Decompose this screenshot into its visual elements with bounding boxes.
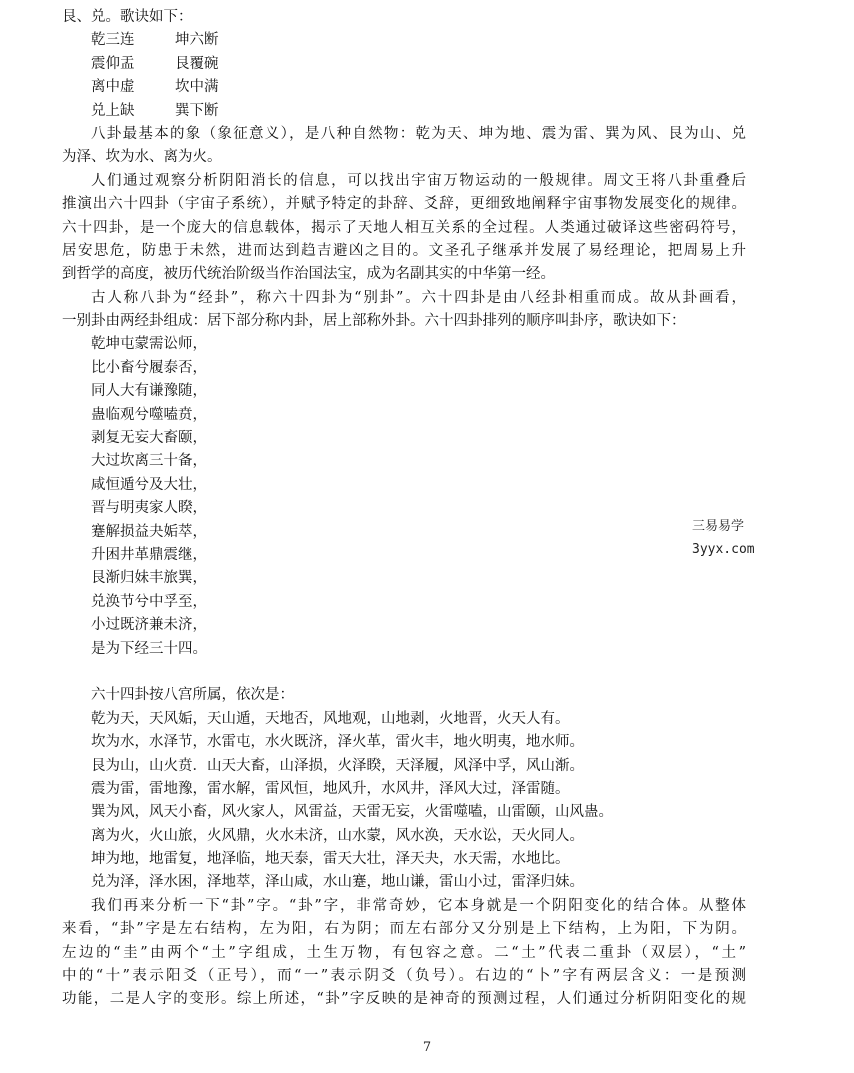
palace-row: 离为火，火山旅，火风鼎，火水未济，山水蒙，风水涣，天水讼，天火同人。 [91, 827, 584, 844]
verse-line: 蹇解损益夬姤萃， [91, 523, 207, 540]
palace-row: 兑为泽，泽水困，泽地萃，泽山咸，水山蹇，地山谦，雷山小过，雷泽归妹。 [91, 874, 584, 891]
paragraph-gua-character: 我们再来分析一下“卦”字。“卦”字，非常奇妙，它本身就是一个阴阳变化的结合体。从整体 来看，“卦”字是左右结构，左为阳，右为阴；而左右部分又分别是上下结构，上为阳，下为阴。 左边的“圭”由两个“土”字组成，土生万物，有包容之意。二“土”代表二重卦（双层），“土” 中的“十”表示阳爻（正号），而“一”表示阴爻（负号）。右边的“卜”字有两层含义：一是预测 功能，二是人字的变形。综上所述，“卦”字反映的是神奇的预测过程，人们通过分析阴阳变化的规 [62, 897, 746, 1008]
verse-line: 咸恒遁兮及大壮， [91, 476, 207, 493]
mnemonic-row: 乾三连 坤六断 [91, 32, 219, 49]
mnemonic-row: 离中虚 坎中满 [91, 79, 219, 96]
palace-row: 艮为山，山火贲．山天大畜，山泽损，火泽睽，天泽履，风泽中孚，风山渐。 [91, 757, 584, 774]
verse-line: 晋与明夷家人睽， [91, 500, 207, 517]
hexagram-verse [62, 333, 746, 660]
paragraph-observe: 人们通过观察分析阴阳消长的信息，可以找出宇宙万物运动的一般规律。周文王将八卦重叠后 推演出六十四卦（宇宙子系统），并赋予特定的卦辞、爻辞，更细致地阐释宇宙事物发展变化的规律。 六十四卦，是一个庞大的信息载体，揭示了天地人相互关系的全过程。人类通过破译这些密码符号， 居安思危，防患于未然，进而达到趋吉避凶之目的。文圣孔子继承并发展了易经理论，把周易上升 到哲学的高度，被历代统治阶级当作治国法宝，成为名副其实的中华第一经。 [62, 172, 746, 283]
verse-line: 剥复无妄大畜颐， [91, 430, 207, 447]
verse-line: 升困井革鼎震继， [91, 546, 207, 563]
verse-line: 艮渐归妹丰旅巽， [91, 570, 207, 587]
paragraph-bagua: 八卦最基本的象（象征意义），是八种自然物：乾为天、坤为地、震为雷、巽为风、艮为山、兑 为泽、坎为水、离为火。 [62, 125, 746, 166]
palace-row: 坤为地，地雷复，地泽临，地天泰，雷天大壮，泽天夬，水天需，水地比。 [91, 851, 570, 868]
palace-row: 巽为风，风天小畜，风火家人，风雷益，天雷无妄，火雷噬嗑，山雷颐，山风蛊。 [91, 804, 613, 821]
verse-line: 乾坤屯蒙需讼师， [91, 336, 207, 353]
page-number: 7 [422, 1040, 432, 1055]
verse-line: 比小畜兮履泰否， [91, 359, 207, 376]
palace-row: 震为雷，雷地豫，雷水解，雷风恒，地风升，水风井，泽风大过，泽雷随。 [91, 780, 570, 797]
verse-line: 蛊临观兮噬嗑贲， [91, 406, 207, 423]
palace-row: 乾为天，天风姤，天山遁，天地否，风地观，山地剥，火地晋，火天人有。 [91, 710, 570, 727]
verse-line: 是为下经三十四。 [91, 640, 207, 657]
verse-line: 小过既济兼未济， [91, 617, 207, 634]
mnemonic-row: 震仰盂 艮覆碗 [91, 55, 219, 72]
paragraph-ancient: 古人称八卦为“经卦”，称六十四卦为“别卦”。六十四卦是由八经卦相重而成。故从卦画看， 一别卦由两经卦组成：居下部分称内卦，居上部称外卦。六十四卦排列的顺序叫卦序，歌诀如下： [62, 289, 746, 330]
palace-list [62, 684, 746, 895]
site-watermark: 三易易学 3yyx.com [692, 519, 755, 557]
intro-line: 艮、兑。歌诀如下： [62, 9, 193, 25]
verse-line: 同人大有谦豫随， [91, 383, 207, 400]
document-page [62, 6, 746, 1012]
palace-row: 坎为水，水泽节，水雷屯，水火既济，泽火革，雷火丰，地火明夷，地水师。 [91, 734, 584, 751]
palace-intro: 六十四卦按八宫所属，依次是： [91, 687, 294, 704]
verse-line: 兑涣节兮中孚至， [91, 593, 207, 610]
mnemonic-row: 兑上缺 巽下断 [91, 102, 219, 119]
trigram-mnemonic [62, 29, 746, 123]
verse-line: 大过坎离三十备， [91, 453, 207, 470]
